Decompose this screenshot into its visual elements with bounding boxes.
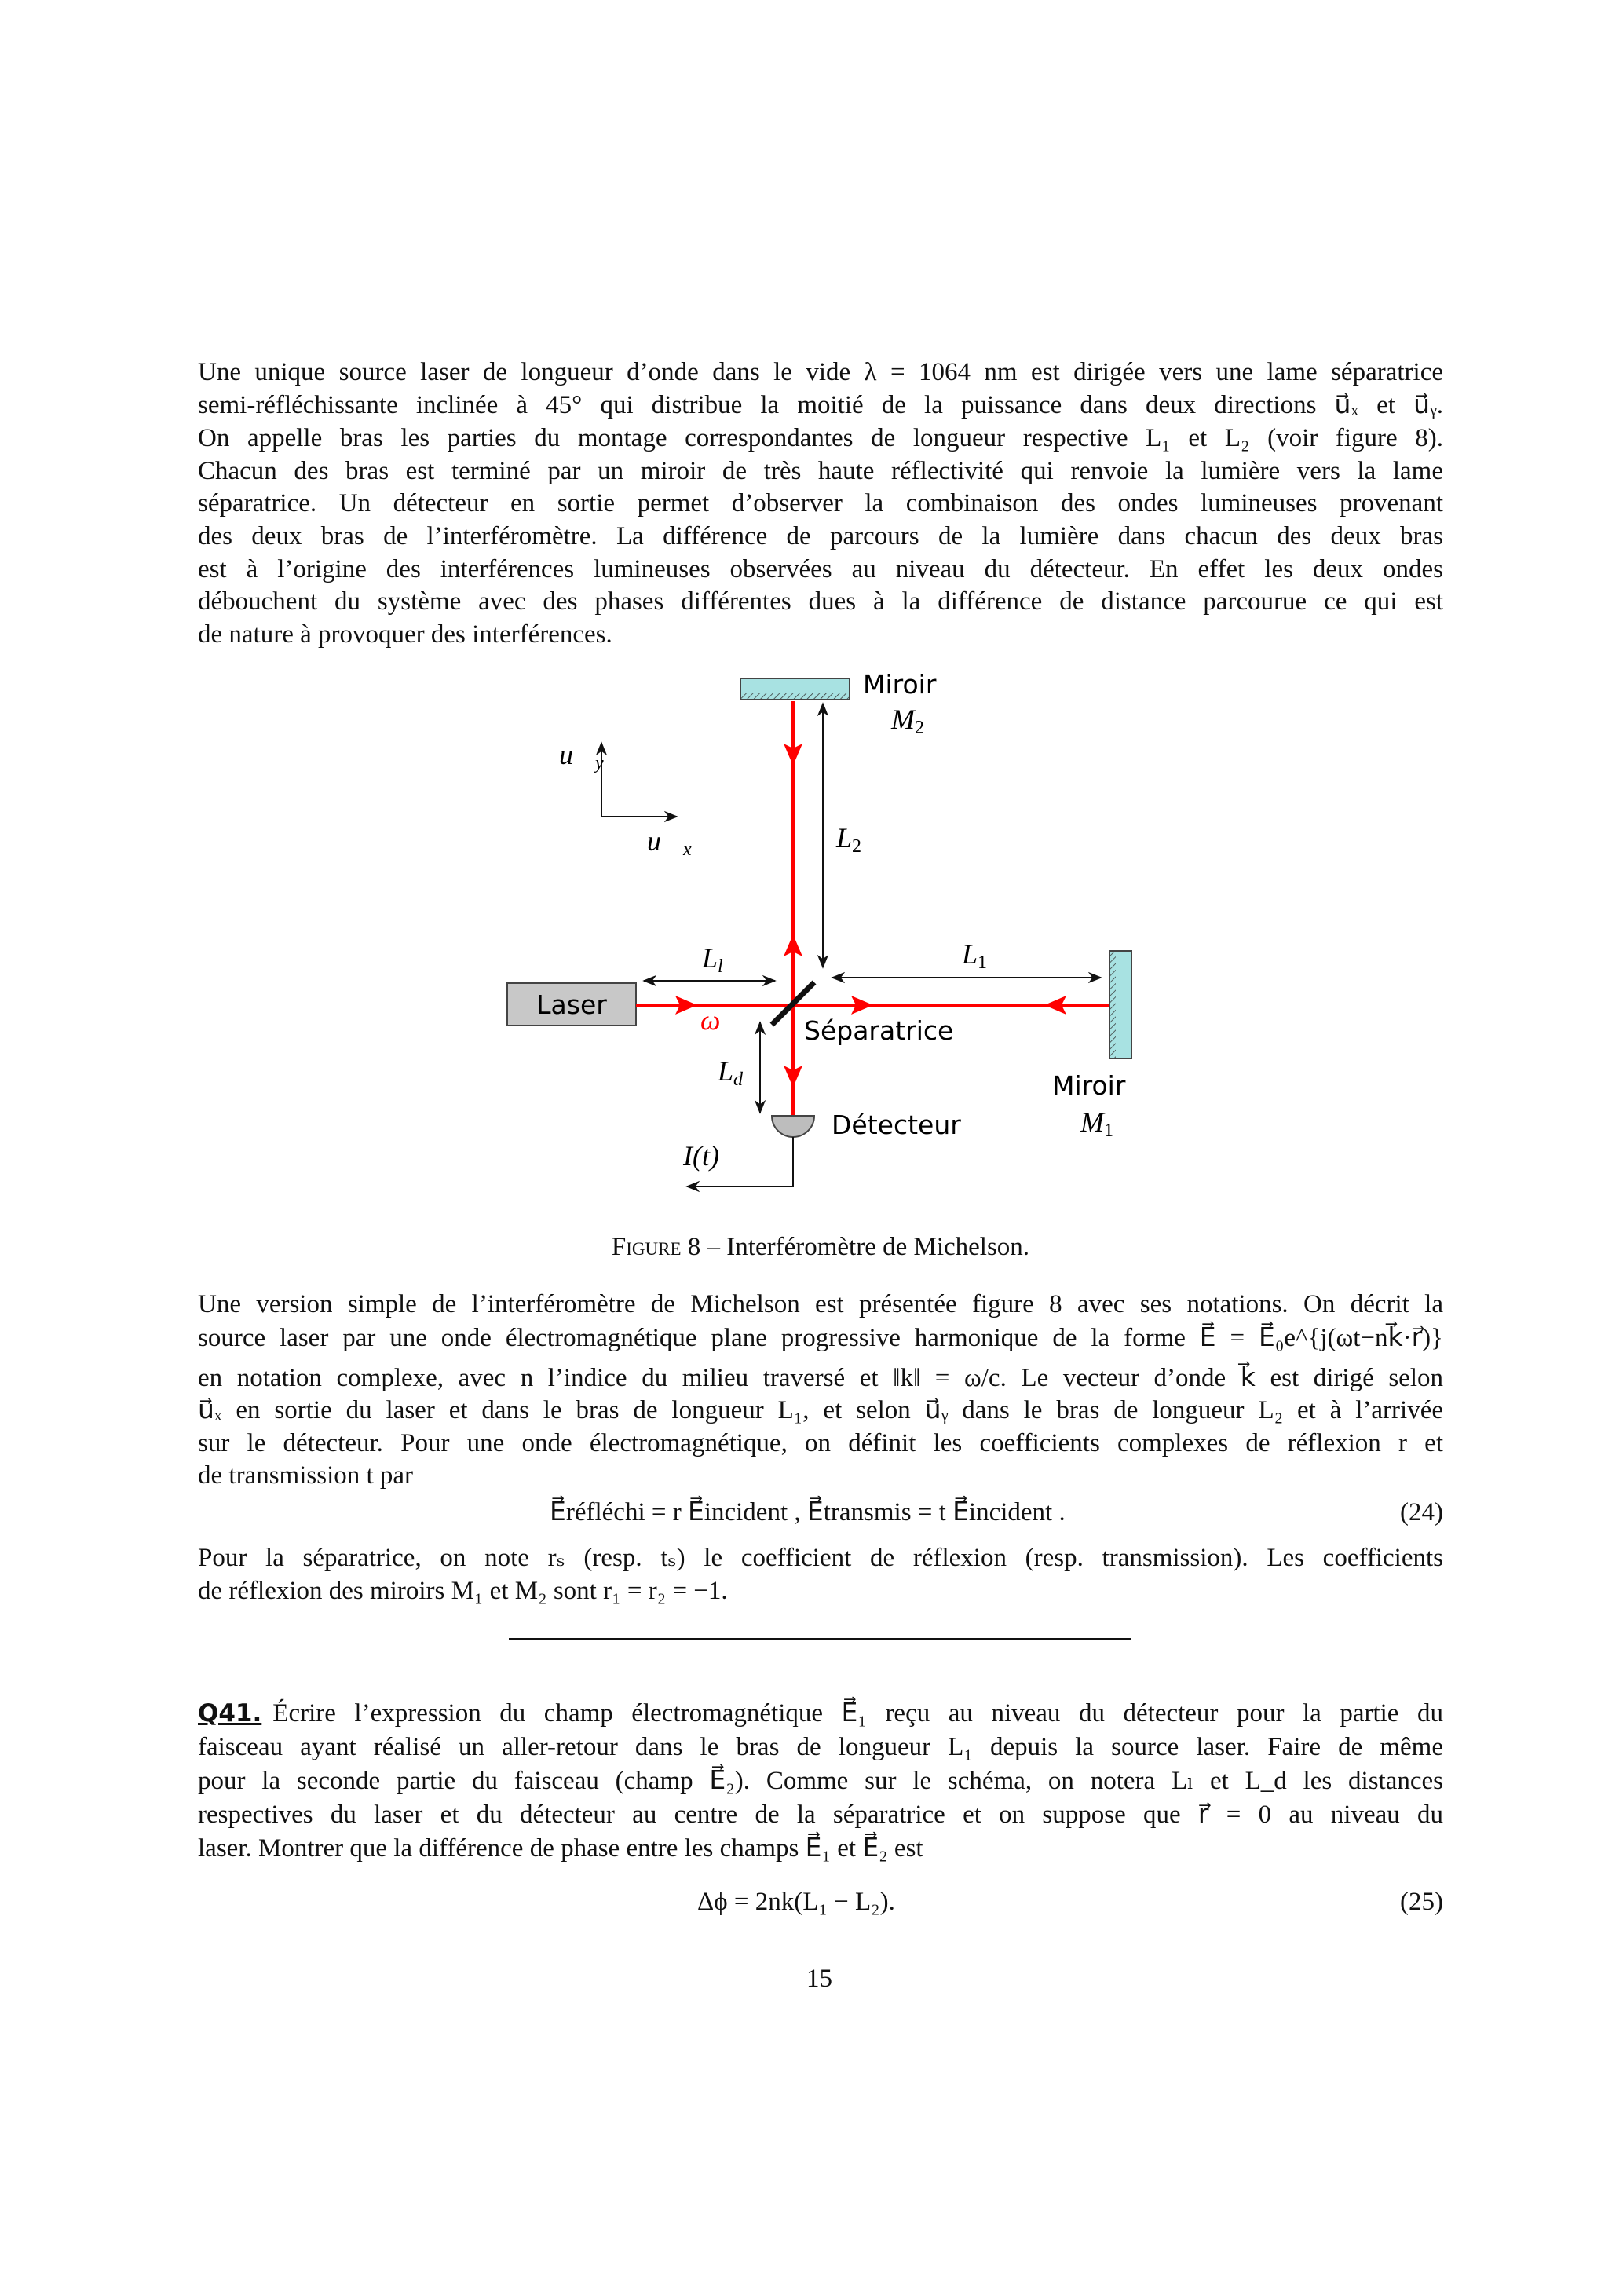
mirror-m2-label: Miroir (863, 669, 937, 700)
para-line: source laser par une onde électromagnétique plane progressive harmonique de la forme E⃗ = E⃗₀e^{j(ωt−nk⃗·r⃗)} (198, 1324, 1443, 1352)
page-number: 15 (806, 1965, 832, 1993)
intro-line: semi-réfléchissante inclinée à 45° qui distribue la moitié de la puissance dans deux directions u⃗ₓ et u⃗ᵧ. (198, 391, 1443, 419)
para-line: de transmission t par (198, 1461, 414, 1490)
omega-label: ω (700, 1004, 721, 1036)
question-line: laser. Montrer que la différence de phase entre les champs E⃗₁ et E⃗₂ est (198, 1834, 923, 1863)
para-line: sur le détecteur. Pour une onde électromagnétique, on définit les coefficients complexes de réflexion r et (198, 1429, 1443, 1457)
intensity-label: I(t) (683, 1140, 719, 1172)
l1-label: L1 (962, 938, 988, 973)
laser-label: Laser (536, 989, 607, 1020)
question-line: faisceau ayant réalisé un aller-retour dans le bras de longueur L₁ depuis la source laser. Faire de même (198, 1733, 1443, 1761)
section-divider (509, 1638, 1131, 1640)
equation-number-25: (25) (1400, 1888, 1443, 1916)
para-line: de réflexion des miroirs M₁ et M₂ sont r₁ = r₂ = −1. (198, 1577, 728, 1605)
intro-line: des deux bras de l’interféromètre. La différence de parcours de la lumière dans chacun des deux bras (198, 522, 1443, 550)
intro-line: est à l’origine des interférences lumineuses observées au niveau du détecteur. En effet les deux ondes (198, 555, 1443, 583)
intro-line: Une unique source laser de longueur d’onde dans le vide λ = 1064 nm est dirigée vers une lame séparatrice (198, 358, 1443, 386)
para-line: en notation complexe, avec n l’indice du milieu traversé et ‖k‖ = ω/c. Le vecteur d’onde k⃗ est dirigé selon (198, 1364, 1443, 1392)
uy-label: u⃗y (559, 739, 604, 773)
para-line: Pour la séparatrice, on note rₛ (resp. tₛ) le coefficient de réflexion (resp. transmission). Les coefficients (198, 1544, 1443, 1572)
equation-24: E⃗réfléchi = r E⃗incident , E⃗transmis = t E⃗incident . (550, 1498, 1066, 1526)
question-line (198, 1697, 1443, 1730)
intro-line: Chacun des bras est terminé par un miroir de très haute réflectivité qui renvoie la lumière vers la lame (198, 457, 1443, 485)
question-line: pour la seconde partie du faisceau (champ E⃗₂). Comme sur le schéma, on notera Lₗ et L_d les distances (198, 1767, 1443, 1795)
para-line: u⃗ₓ en sortie du laser et dans le bras de longueur L₁, et selon u⃗ᵧ dans le bras de longueur L₂ et à l’arrivée (198, 1396, 1443, 1424)
intro-line: On appelle bras les parties du montage correspondantes de longueur respective L₁ et L₂ (voir figure 8). (198, 424, 1443, 452)
ll-label: Ll (702, 942, 723, 977)
figure-caption-text: – Interféromètre de Michelson. (700, 1233, 1030, 1261)
separatrice-label: Séparatrice (804, 1015, 954, 1046)
question-text: Écrire l’expression du champ électromagnétique E⃗₁ reçu au niveau du détecteur pour la partie du (272, 1699, 1443, 1727)
mirror-m2-symbol: M2 (891, 704, 924, 738)
question-line: respectives du laser et du détecteur au centre de la séparatrice et on suppose que r⃗ = 0 au niveau du (198, 1801, 1443, 1829)
axes-icon (601, 743, 677, 817)
figure-caption-prefix: Figure 8 (611, 1233, 701, 1261)
detector-icon (772, 1116, 814, 1137)
l2-label: L2 (836, 822, 862, 857)
figure-caption (0, 1230, 1623, 1263)
para-line: Une version simple de l’interféromètre de Michelson est présentée figure 8 avec ses notations. On décrit la (198, 1290, 1443, 1318)
intro-line: débouchent du système avec des phases différentes dues à la différence de distance parcourue ce qui est (198, 587, 1443, 616)
detecteur-label: Détecteur (832, 1110, 961, 1140)
mirror-m1 (1109, 951, 1131, 1058)
laser-beam (636, 701, 1109, 1116)
equation-25: Δϕ = 2nk(L₁ − L₂). (697, 1888, 895, 1916)
question-label: Q41. (198, 1699, 262, 1727)
ux-label: u⃗x (647, 825, 692, 860)
mirror-m2 (740, 678, 850, 700)
mirror-m1-label: Miroir (1052, 1070, 1126, 1101)
ld-label: Ld (718, 1055, 744, 1090)
mirror-m1-symbol: M1 (1080, 1106, 1113, 1141)
intro-line: séparatrice. Un détecteur en sortie permet d’observer la combinaison des ondes lumineuses provenant (198, 489, 1443, 517)
intro-line: de nature à provoquer des interférences. (198, 620, 612, 649)
equation-number-24: (24) (1400, 1498, 1443, 1526)
